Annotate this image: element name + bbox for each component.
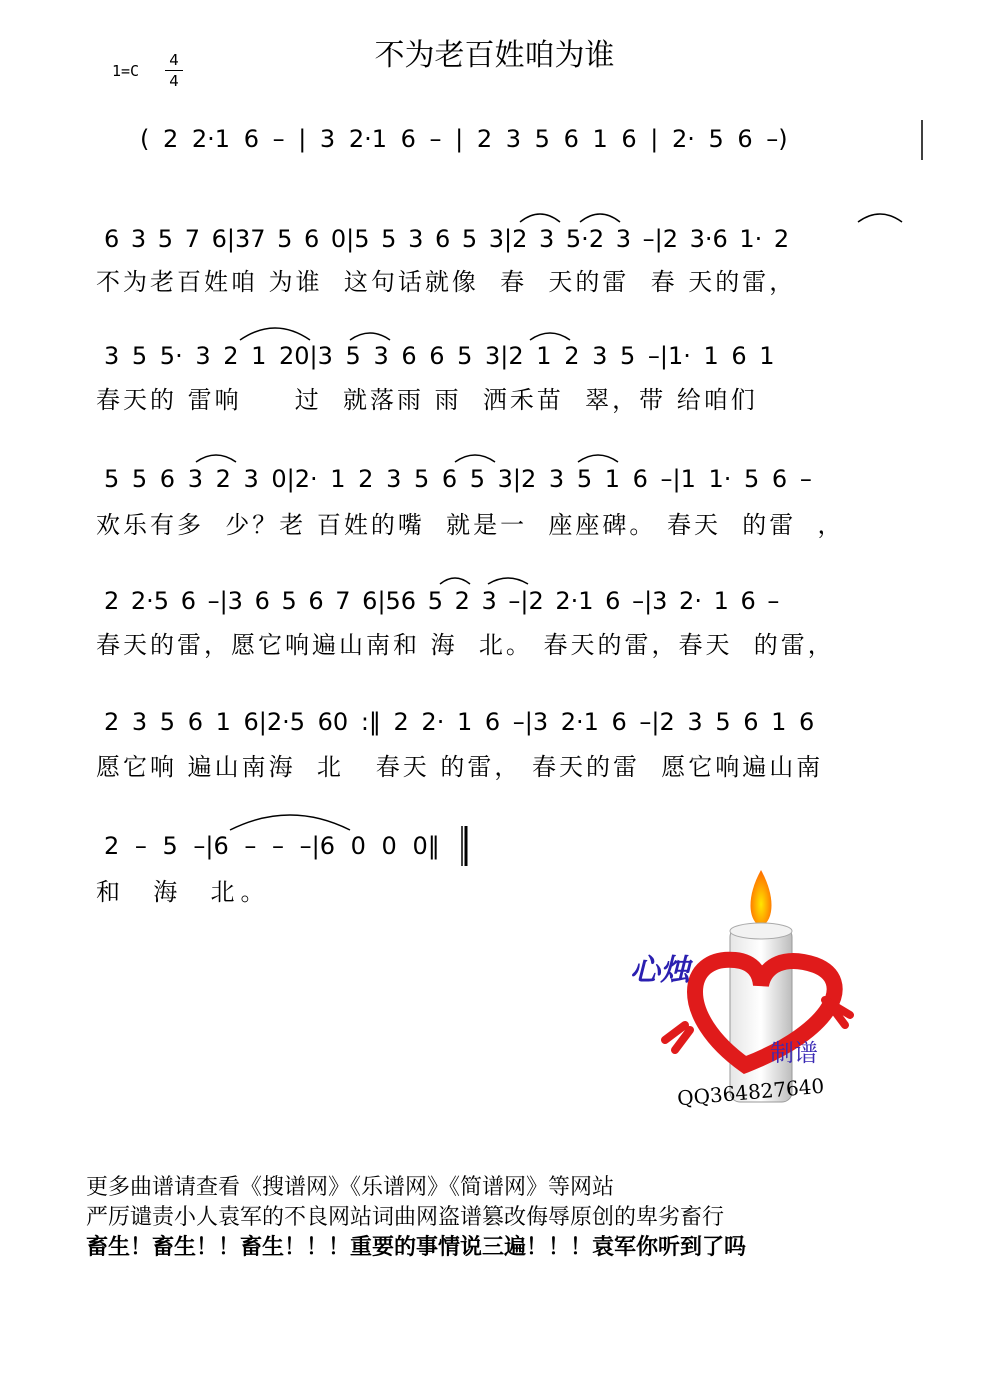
score-line-5-notes: 2 2·5 6 –|3 6 5 6 7 6|56 5 2 3 –|2 2·1 6 –|3 2· 1 6 – — [104, 587, 780, 615]
logo-qq: QQ364827640 — [676, 1073, 826, 1111]
score-line-6-lyrics: 愿它响 遍山南海 北 春天 的雷， 春天的雷 愿它响遍山南 — [96, 753, 824, 781]
score-line-3-lyrics: 春天的 雷响 过 就落雨 雨 洒禾苗 翠，带 给咱们 — [96, 386, 758, 414]
time-signature-bottom: 4 — [169, 72, 179, 90]
footer-line-1: 更多曲谱请查看《搜谱网》《乐谱网》《简谱网》等网站 — [86, 1175, 615, 1200]
key-signature: 1=C — [112, 62, 140, 80]
score-line-7-notes: 2 – 5 –|6 – – –|6 0 0 0‖ — [104, 832, 440, 860]
score-line-1-notes: ( 2 2·1 6 – | 3 2·1 6 – | 2 3 5 6 1 6 | 2· 5 6 –) — [140, 125, 788, 153]
score-line-3-notes: 3 5 5· 3 2 1 20|3 5 3 6 6 5 3|2 1 2 3 5 –|1· 1 6 1 — [104, 342, 775, 370]
score-line-6-notes: 2 3 5 6 1 6|2·5 60 :‖ 2 2· 1 6 –|3 2·1 6 –|2 3 5 6 1 6 — [104, 708, 815, 736]
logo-subtitle: 制谱 — [770, 1039, 818, 1067]
footer-line-3: 畜生！畜生！！畜生！！！重要的事情说三遍！！！袁军你听到了吗 — [86, 1235, 747, 1260]
candle-logo — [625, 865, 885, 1115]
score-line-4-lyrics: 欢乐有多 少？老 百姓的嘴 就是一 座座碑。 春天 的雷 ， — [96, 511, 845, 539]
score-line-7-lyrics: 和 海 北。 — [96, 878, 271, 906]
footer-line-2: 严厉谴责小人袁军的不良网站词曲网盗谱篡改侮辱原创的卑劣畜行 — [86, 1205, 725, 1230]
time-signature-top: 4 — [165, 50, 183, 71]
score-line-4-notes: 5 5 6 3 2 3 0|2· 1 2 3 5 6 5 3|2 3 5 1 6 –|1 1· 5 6 – — [104, 465, 812, 493]
logo-title: 心烛 — [630, 953, 690, 988]
score-line-2-lyrics: 不为老百姓咱 为谁 这句话就像 春 天的雷 春 天的雷， — [96, 268, 797, 296]
score-line-5-lyrics: 春天的雷，愿它响遍山南和 海 北。 春天的雷，春天 的雷， — [96, 631, 835, 659]
score-line-2-notes: 6 3 5 7 6|37 5 6 0|5 5 3 6 5 3|2 3 5·2 3 –|2 3·6 1· 2 — [104, 225, 790, 253]
song-title: 不为老百姓咱为谁 — [374, 38, 615, 73]
